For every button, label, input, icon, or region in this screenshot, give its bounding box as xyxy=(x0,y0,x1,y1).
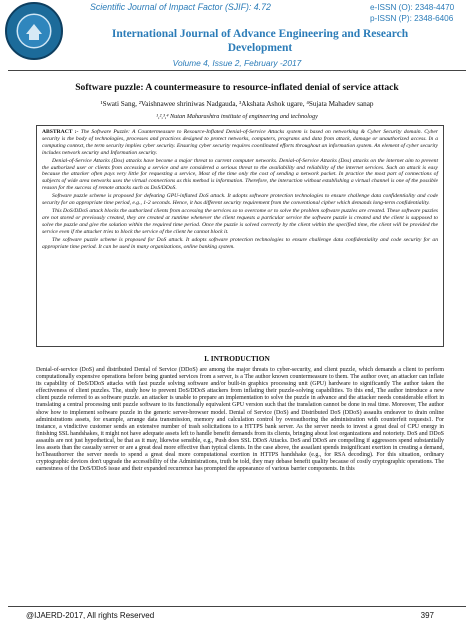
pissn: p-ISSN (P): 2348-6406 xyxy=(370,14,454,23)
journal-header xyxy=(0,0,474,72)
abstract-paragraph: Denial-of-Service Attacks (Dos) attacks have become a major threat to current computer networks. Denial-of-Service Attacks (Dos) attacks on the internet aim to prevent the authorized user or clients from accessing a service and are considered a serious threat to the availability and reliability of the internet services. Such an attack is easy because the attacker often pays very little for requesting a service, Most of the time only the cost of sending a network packet. In practice the most part of connections of subjects of wide area networks uses the virtual connections as this method is information. Therefore, the interaction without establishing a virtual channel is one of the possible reason for the success of remote attacks such as DoS/DDoS. xyxy=(42,157,438,192)
abstract-box xyxy=(36,125,444,347)
volume-issue: Volume 4, Issue 2, February -2017 xyxy=(172,58,302,68)
footer-divider xyxy=(8,606,466,607)
copyright: @IJAERD-2017, All rights Reserved xyxy=(26,611,155,620)
section-body: Denial-of-service (DoS) and distributed Denial of Service (DDoS) are among the major threats to cyber-security, and client puzzle, which demands a client to perform computationally expensive operations before being granted services from a server, is a The author known countermeasure to them. The author over, an attacker can inflate its capability of DoS/DDoS attacks with fast puzzle solving software and/or built-in graphics processing unit (GPU) hardware to significantly The author taken the effectiveness of client puzzles. The, study how to prevent DoS/DDoS attackers from inflating their puzzle-solving capabilities. To this end, The author introduce a new client puzzle referred to as software puzzle. an attacker is unable to prepare an implementation to solve the puzzle in advance and the attacker needs considerable effort in translating a central processing unit puzzle software to its functionally equivalent GPU version such that the translation cannot be done in real time. Moreover, The author show how to implement software puzzle in the generic server-browser model. Denial of Service (DoS) and Distributed DoS (DDoS) assaults endeavor to drain online administrations assets, for example, arrange data transmission, memory and calculation control by overauthoring the administration with counterfeit requests1. For instance, a vindictive customer sends an extensive number of trash solicitations to a HTTPS bank server. As the server needs to invest a great deal of CPU energy in finishing SSL handshakes, it might not have adequate assets left to handle benefit demands from its clients, bringing about lost organizations and notoriety. DoS and DDoS assaults are not just hypothetical, be that as it may, likewise sensible, e.g., Push does SSL DDoS Attacks. DoS and DDoS are compelling if aggressors spend substantially less assets than the casualty server or are a great deal more effective than typical clients. In the case above, the assailant spends insignificant exertion in creating a demand, hoTheauthorver the server needs to spend a great deal more computational exertion in HTTPS handshake (e.g., for RSA decoding). For this situation, ordinary cryptographic devices don't upgrade the accessibility of the Administrations, truth be told, they may debase benefit quality because of costly cryptographic operations. The earnestness of the DoS/DDoS issue and their expanded recurrence has prompted the appearance of various barrier components. In this xyxy=(36,367,444,473)
abstract-label: ABSTRACT :- xyxy=(42,129,79,135)
paper-authors: ¹Swati Sang, ²Vaishnawee shriniwas Nadgauda, ³Akshata Ashok ugare, ⁴Sujata Mahadev sanap xyxy=(100,100,374,108)
page-number: 397 xyxy=(420,611,434,620)
abstract-paragraph: Software puzzle scheme is proposed for defeating GPU-inflated DoS attack. It adopts software protection technologies to ensure challenge data confidentiality and code security for an appropriate time period, e.g., 1-2 seconds. Hence, it has different security requirement from the conventional cipher which demands long-term confidentiality. xyxy=(42,193,438,207)
abstract-paragraph xyxy=(42,129,438,157)
header-divider xyxy=(8,70,466,71)
section-heading: I. INTRODUCTION xyxy=(204,354,270,363)
abstract-paragraph: The software puzzle scheme is proposed for DoS attack. It adopts software protection technologies to ensure challenge data confidentiality and code security for an appropriate time period. It can be used in many organizations, online banking system. xyxy=(42,236,438,250)
eissn: e-ISSN (O): 2348-4470 xyxy=(370,3,455,12)
abstract-text: The Software Puzzle: A Countermeasure to Resource-Inflated Denial-of-Service Attacks system is based on networking & Cyber Security domain. Cyber security is the body of technologies, processes and practices designed to protect networks, computers, programs and data from attack, damage or unauthorized access. In a computing context, the term security implies cyber security. Ensuring cyber security requires coordinated efforts throughout an information system. An element of cyber security includes network security and Information security. xyxy=(42,129,438,156)
journal-title-line2: Development xyxy=(227,42,293,54)
journal-title-line1: International Journal of Advance Engineering and Research xyxy=(111,28,409,40)
paper-affiliation: ¹,²,³,⁴ Nutan Maharashtra institute of engineering and technology xyxy=(156,113,318,120)
abstract-paragraph: This DoS/DDoS attack blocks the authorized clients from accessing the services so to overcome or to solve the problem software puzzles are created. These software puzzles are not stored or previously created, they are created at runtime whenever the client requests a particular service the software puzzle is created and the client is supposed to solve the puzzle and give the solution within the required time period. Once the puzzle is solved correctly by the client within the specified time, the client will be provided the service even if the attacker tries to block the service of the client he cannot block it. xyxy=(42,207,438,235)
journal-title xyxy=(70,27,450,55)
journal-logo xyxy=(5,2,63,60)
paper-title: Software puzzle: A countermeasure to resource-inflated denial of service attack xyxy=(75,82,399,93)
impact-factor: Scientific Journal of Impact Factor (SJIF): 4.72 xyxy=(90,2,271,12)
